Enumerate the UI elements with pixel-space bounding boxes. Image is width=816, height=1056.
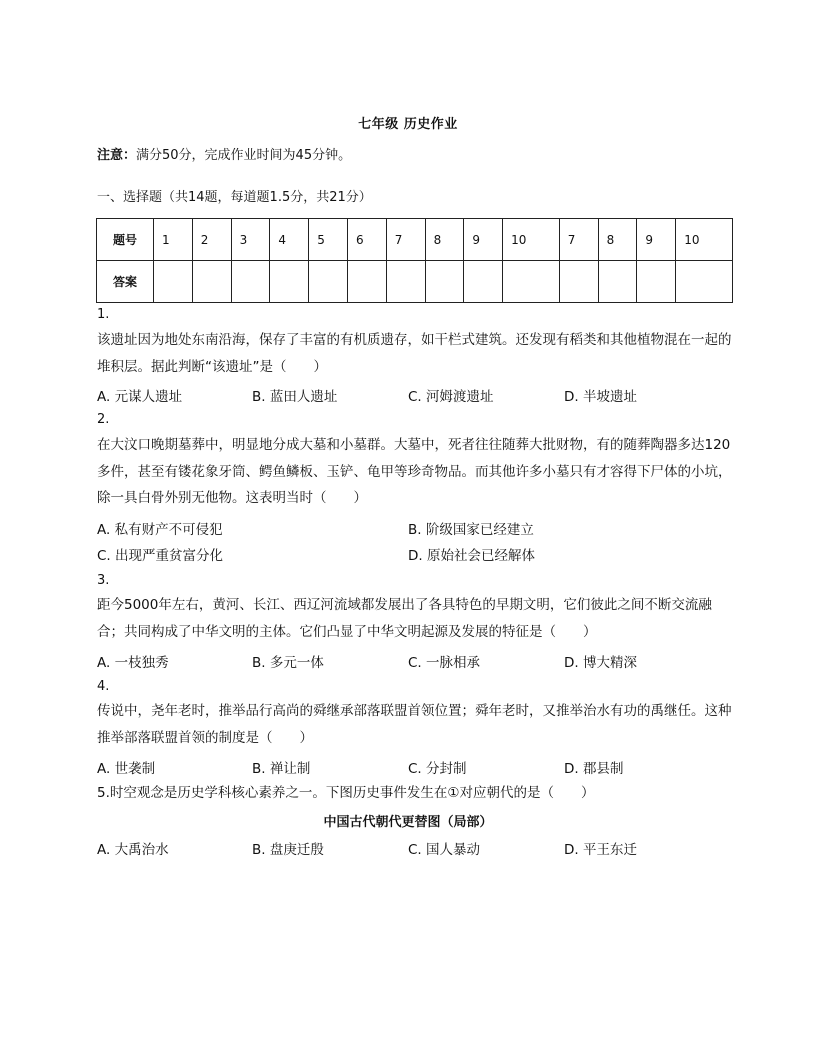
question-2-text: 在大汶口晚期墓葬中，明显地分成大墓和小墓群。大墓中，死者往往随葬大批财物，有的随葬陶器多达120多件，甚至有镂花象牙筒、鳄鱼鳞板、玉铲、龟甲等珍奇物品。而其他许多小墓只有才容得下尸体的小坑，除一具白骨外别无他物。这表明当时（ ） — [97, 437, 732, 506]
question-number-cell: 10 — [503, 219, 560, 261]
question-5-text: 时空观念是历史学科核心素养之一。下图历史事件发生在①对应朝代的是（ ） — [109, 785, 595, 801]
answer-cell[interactable] — [425, 261, 464, 303]
option-b[interactable]: B. 阶级国家已经建立 — [408, 522, 534, 538]
option-a[interactable]: A. 世袭制 — [97, 761, 156, 777]
option-d[interactable]: D. 平王东迁 — [564, 842, 637, 858]
question-number-cell: 9 — [637, 219, 676, 261]
question-1-number: 1. — [97, 307, 110, 322]
question-number-cell: 2 — [192, 219, 231, 261]
notice — [97, 144, 351, 163]
answer-table — [96, 218, 733, 303]
option-d[interactable]: D. 博大精深 — [564, 655, 637, 671]
option-c[interactable]: C. 出现严重贫富分化 — [97, 548, 224, 564]
answer-cell[interactable] — [231, 261, 270, 303]
question-number-cell: 8 — [425, 219, 464, 261]
notice-label: 注意： — [97, 148, 137, 163]
option-d[interactable]: D. 半坡遗址 — [564, 389, 637, 405]
question-1-text: 该遗址因为地处东南沿海，保存了丰富的有机质遗存，如干栏式建筑。还发现有稻类和其他植物混在一起的堆积层。据此判断“该遗址”是（ ） — [97, 332, 732, 375]
question-4-text: 传说中，尧年老时，推举品行高尚的舜继承部落联盟首领位置；舜年老时，又推举治水有功的禹继任。这种推举部落联盟首领的制度是（ ） — [97, 703, 732, 746]
answer-cell[interactable] — [598, 261, 637, 303]
answer-table-answer-row — [97, 261, 733, 303]
option-d[interactable]: D. 原始社会已经解体 — [408, 548, 535, 564]
option-d[interactable]: D. 郡县制 — [564, 761, 624, 777]
question-4-number: 4. — [97, 679, 110, 694]
answer-cell[interactable] — [464, 261, 503, 303]
answer-cell[interactable] — [309, 261, 348, 303]
question-2-options-row-2 — [97, 544, 737, 570]
question-5-number: 5. — [97, 785, 110, 801]
notice-text: 满分50分，完成作业时间为45分钟。 — [136, 148, 352, 163]
row-header-answer: 答案 — [97, 261, 154, 303]
question-number-cell: 7 — [386, 219, 425, 261]
option-a[interactable]: A. 大禹治水 — [97, 842, 169, 858]
option-c[interactable]: C. 一脉相承 — [408, 655, 481, 671]
question-3-text: 距今5000年左右，黄河、长江、西辽河流域都发展出了各具特色的早期文明，它们彼此之间不断交流融合；共同构成了中华文明的主体。它们凸显了中华文明起源及发展的特征是（ ） — [97, 597, 712, 640]
answer-table-number-row — [97, 219, 733, 261]
option-b[interactable]: B. 多元一体 — [252, 655, 324, 671]
answer-cell[interactable] — [559, 261, 598, 303]
question-3-options — [97, 651, 737, 677]
answer-cell[interactable] — [637, 261, 676, 303]
question-1-options — [97, 385, 737, 411]
answer-cell[interactable] — [386, 261, 425, 303]
question-number-cell: 1 — [154, 219, 193, 261]
question-number-cell: 6 — [347, 219, 386, 261]
figure-title: 中国古代朝代更替图（局部） — [323, 815, 493, 830]
question-5-options — [97, 838, 737, 864]
question-2-options-row-1 — [97, 518, 737, 544]
question-number-cell: 7 — [559, 219, 598, 261]
answer-cell[interactable] — [676, 261, 733, 303]
option-c[interactable]: C. 河姆渡遗址 — [408, 389, 494, 405]
answer-cell[interactable] — [347, 261, 386, 303]
question-number-cell: 8 — [598, 219, 637, 261]
option-b[interactable]: B. 盘庚迁殷 — [252, 842, 324, 858]
answer-cell[interactable] — [270, 261, 309, 303]
answer-cell[interactable] — [503, 261, 560, 303]
answer-cell[interactable] — [192, 261, 231, 303]
question-number-cell: 5 — [309, 219, 348, 261]
question-2-number: 2. — [97, 412, 110, 427]
option-c[interactable]: C. 分封制 — [408, 761, 467, 777]
question-number-cell: 10 — [676, 219, 733, 261]
question-number-cell: 3 — [231, 219, 270, 261]
question-3-number: 3. — [97, 573, 110, 588]
option-a[interactable]: A. 私有财产不可侵犯 — [97, 522, 223, 538]
option-b[interactable]: B. 禅让制 — [252, 761, 311, 777]
option-a[interactable]: A. 元谋人遗址 — [97, 389, 183, 405]
option-b[interactable]: B. 蓝田人遗址 — [252, 389, 338, 405]
section-heading: 一、选择题（共14题，每道题1.5分，共21分） — [97, 190, 372, 205]
question-number-cell: 4 — [270, 219, 309, 261]
page-title: 七年级 历史作业 — [358, 117, 458, 132]
option-a[interactable]: A. 一枝独秀 — [97, 655, 169, 671]
row-header-number: 题号 — [97, 219, 154, 261]
answer-cell[interactable] — [154, 261, 193, 303]
question-5-line — [97, 780, 737, 807]
question-number-cell: 9 — [464, 219, 503, 261]
option-c[interactable]: C. 国人暴动 — [408, 842, 481, 858]
